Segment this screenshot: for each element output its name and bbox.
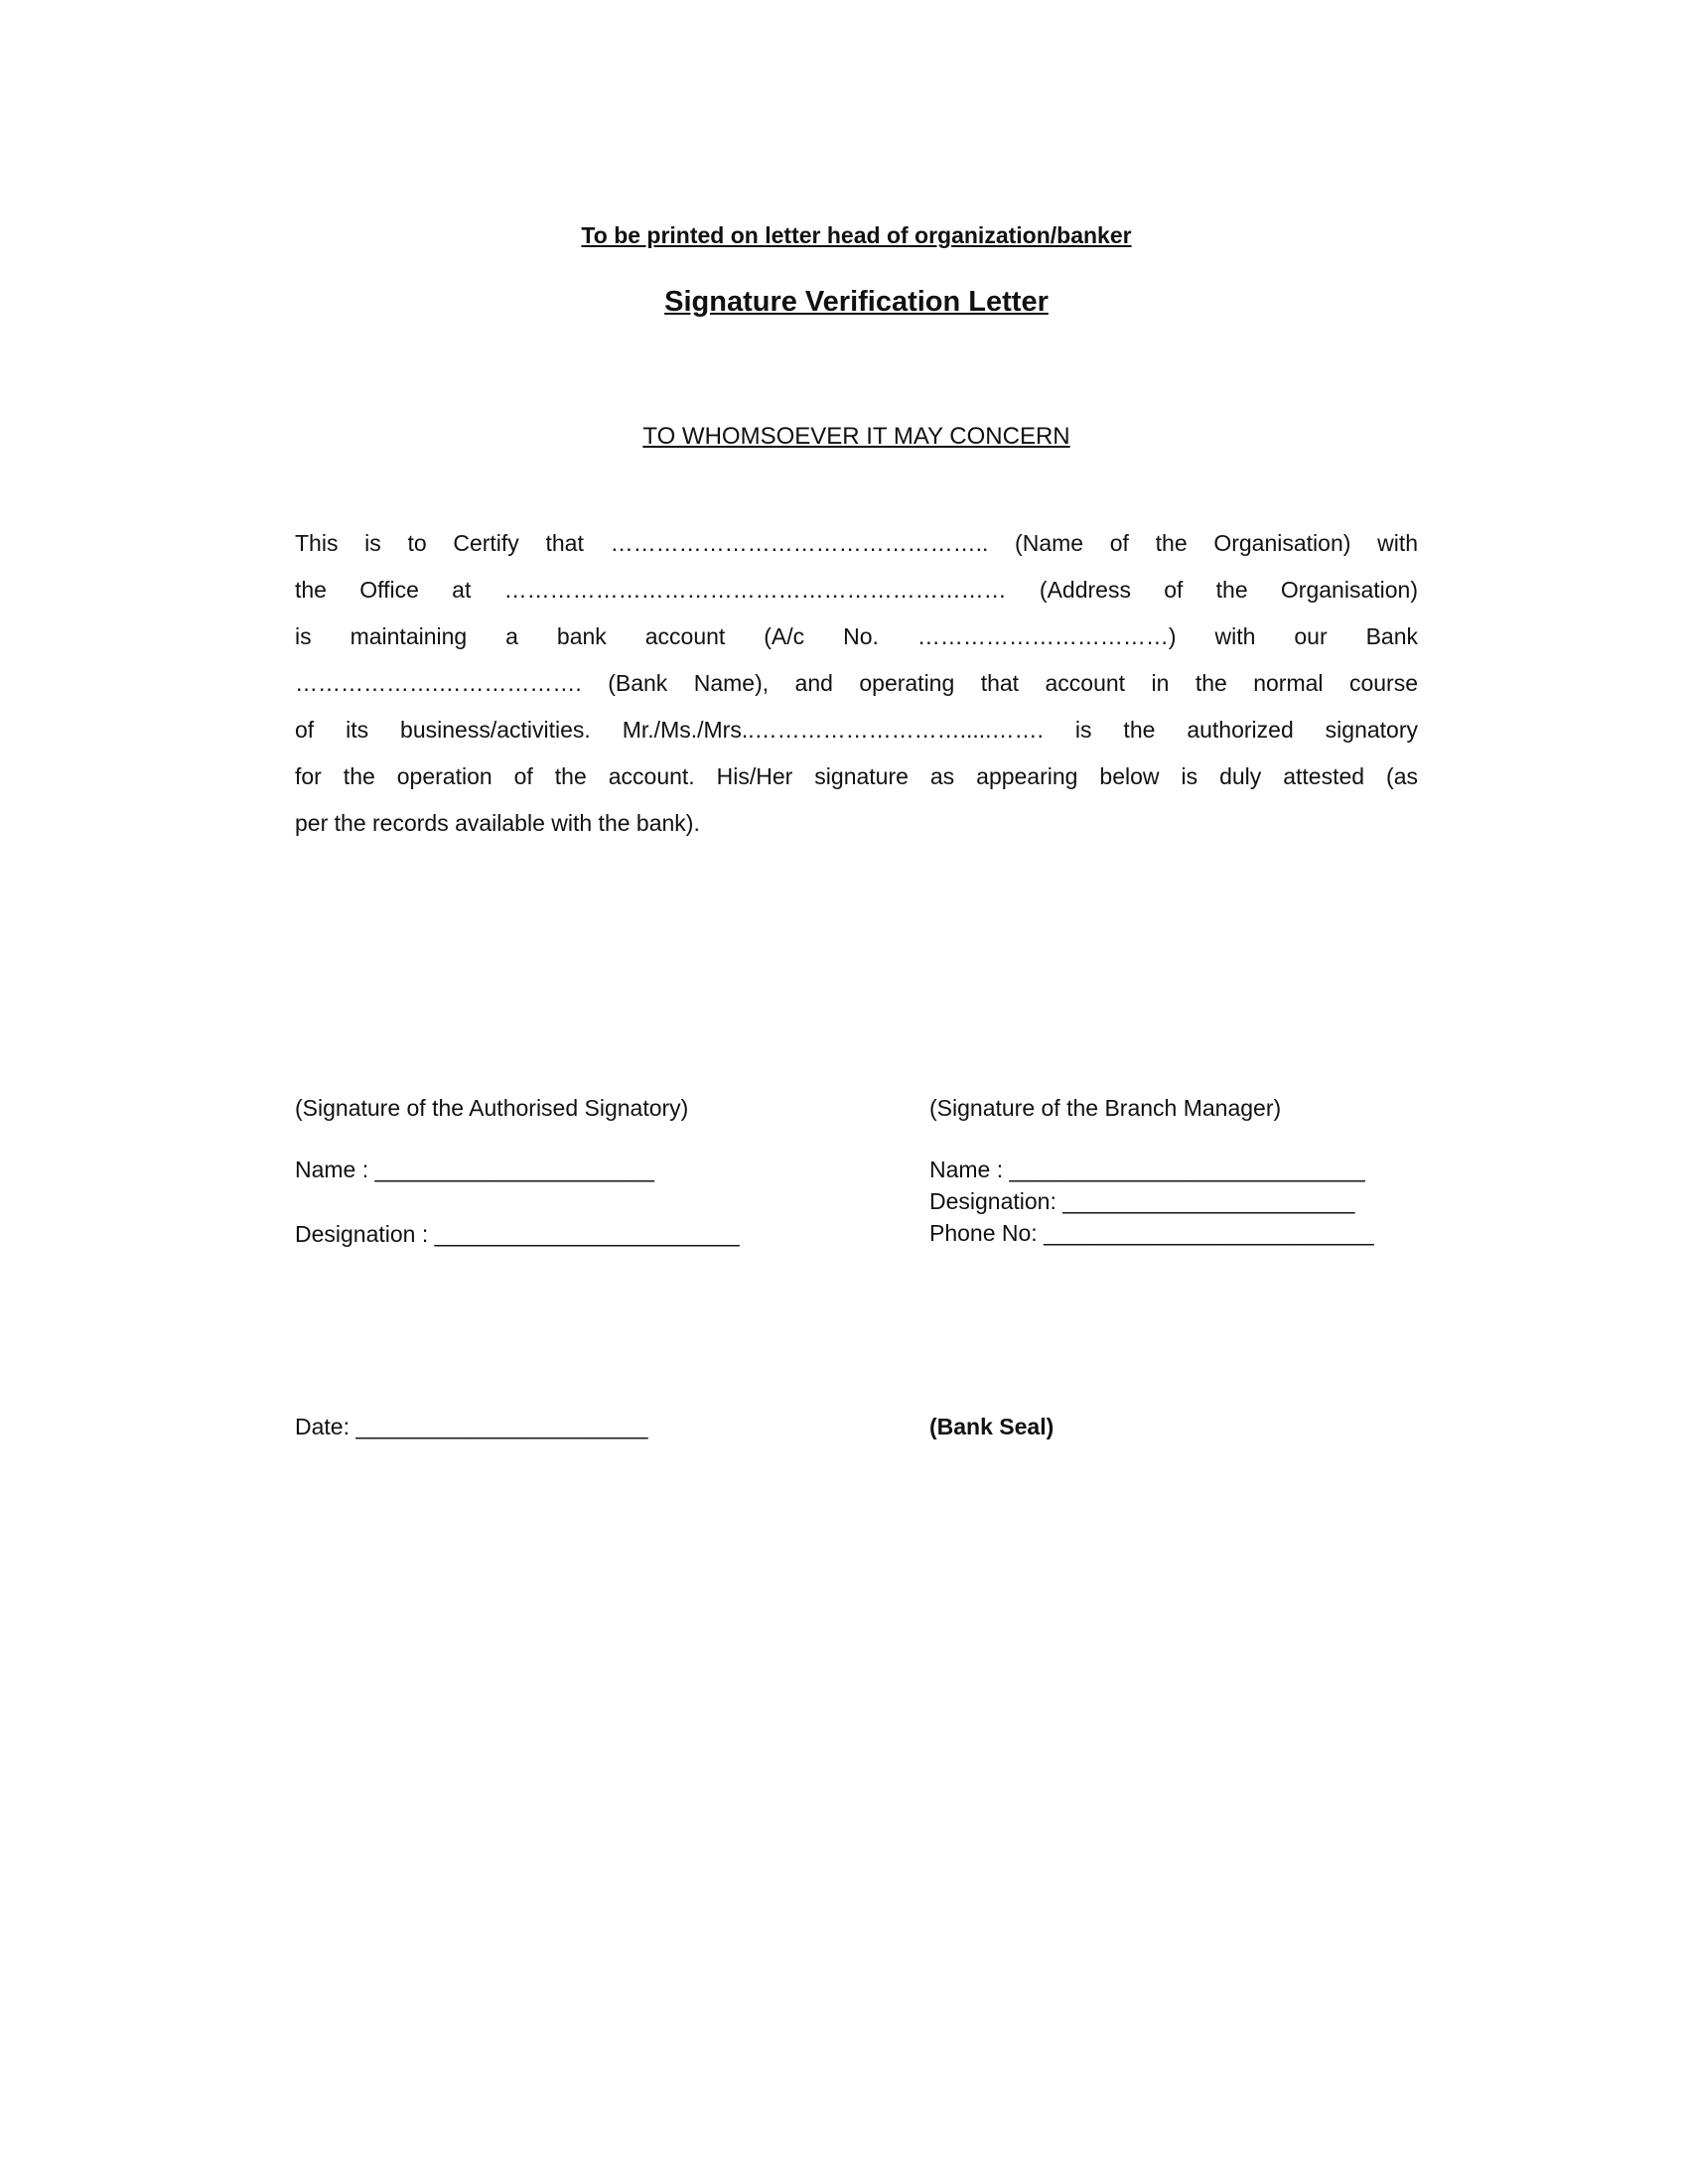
footer-row bbox=[295, 1411, 1418, 1442]
body-line: the Office at ………………………………………………………… (Address of the Organisation) bbox=[295, 577, 1418, 603]
designation-blank-line: _______________________ bbox=[1062, 1188, 1355, 1214]
header-note: To be printed on letter head of organization/banker bbox=[581, 222, 1132, 248]
branch-manager-block bbox=[929, 1092, 1418, 1250]
phone-blank-line: __________________________ bbox=[1044, 1220, 1374, 1246]
date-blank-line: _______________________ bbox=[355, 1414, 648, 1439]
designation-label: Designation: bbox=[929, 1188, 1056, 1214]
body-line: ……………….………………. (Bank Name), and operating that account in the normal course bbox=[295, 670, 1418, 696]
branch-manager-caption: (Signature of the Branch Manager) bbox=[929, 1095, 1282, 1121]
name-blank-line: ____________________________ bbox=[1009, 1157, 1365, 1182]
manager-name-row bbox=[929, 1154, 1418, 1185]
manager-designation-row bbox=[929, 1185, 1418, 1217]
manager-phone-row bbox=[929, 1217, 1418, 1249]
body-line: is maintaining a bank account (A/c No. ……………………………) with our Bank bbox=[295, 623, 1418, 649]
name-label: Name : bbox=[295, 1157, 369, 1182]
designation-blank-line: ________________________ bbox=[434, 1221, 740, 1247]
body-line: for the operation of the account. His/Her signature as appearing below is duly attested (as bbox=[295, 763, 1418, 789]
document-title: Signature Verification Letter bbox=[664, 286, 1049, 318]
designation-label: Designation : bbox=[295, 1221, 429, 1247]
bank-seal-label: (Bank Seal) bbox=[929, 1414, 1055, 1439]
letter-content bbox=[295, 0, 1418, 1442]
date-label: Date: bbox=[295, 1414, 350, 1439]
date-row bbox=[295, 1411, 929, 1442]
name-label: Name : bbox=[929, 1157, 1004, 1182]
body-line: of its business/activities. Mr./Ms./Mrs..……………………….....……. is the authorized signatory bbox=[295, 717, 1418, 743]
authorised-signatory-caption: (Signature of the Authorised Signatory) bbox=[295, 1095, 689, 1121]
signature-section bbox=[295, 1092, 1418, 1250]
phone-label: Phone No: bbox=[929, 1220, 1038, 1246]
body-line: This is to Certify that ………………………………………….. (Name of the Organisation) with bbox=[295, 530, 1418, 556]
name-blank-line: ______________________ bbox=[374, 1157, 654, 1182]
authorised-name-row bbox=[295, 1154, 929, 1185]
salutation-line: TO WHOMSOEVER IT MAY CONCERN bbox=[642, 423, 1070, 450]
authorised-designation-row bbox=[295, 1218, 929, 1250]
body-paragraph bbox=[295, 520, 1418, 847]
authorised-signatory-block bbox=[295, 1092, 929, 1250]
body-line: per the records available with the bank). bbox=[295, 810, 700, 836]
